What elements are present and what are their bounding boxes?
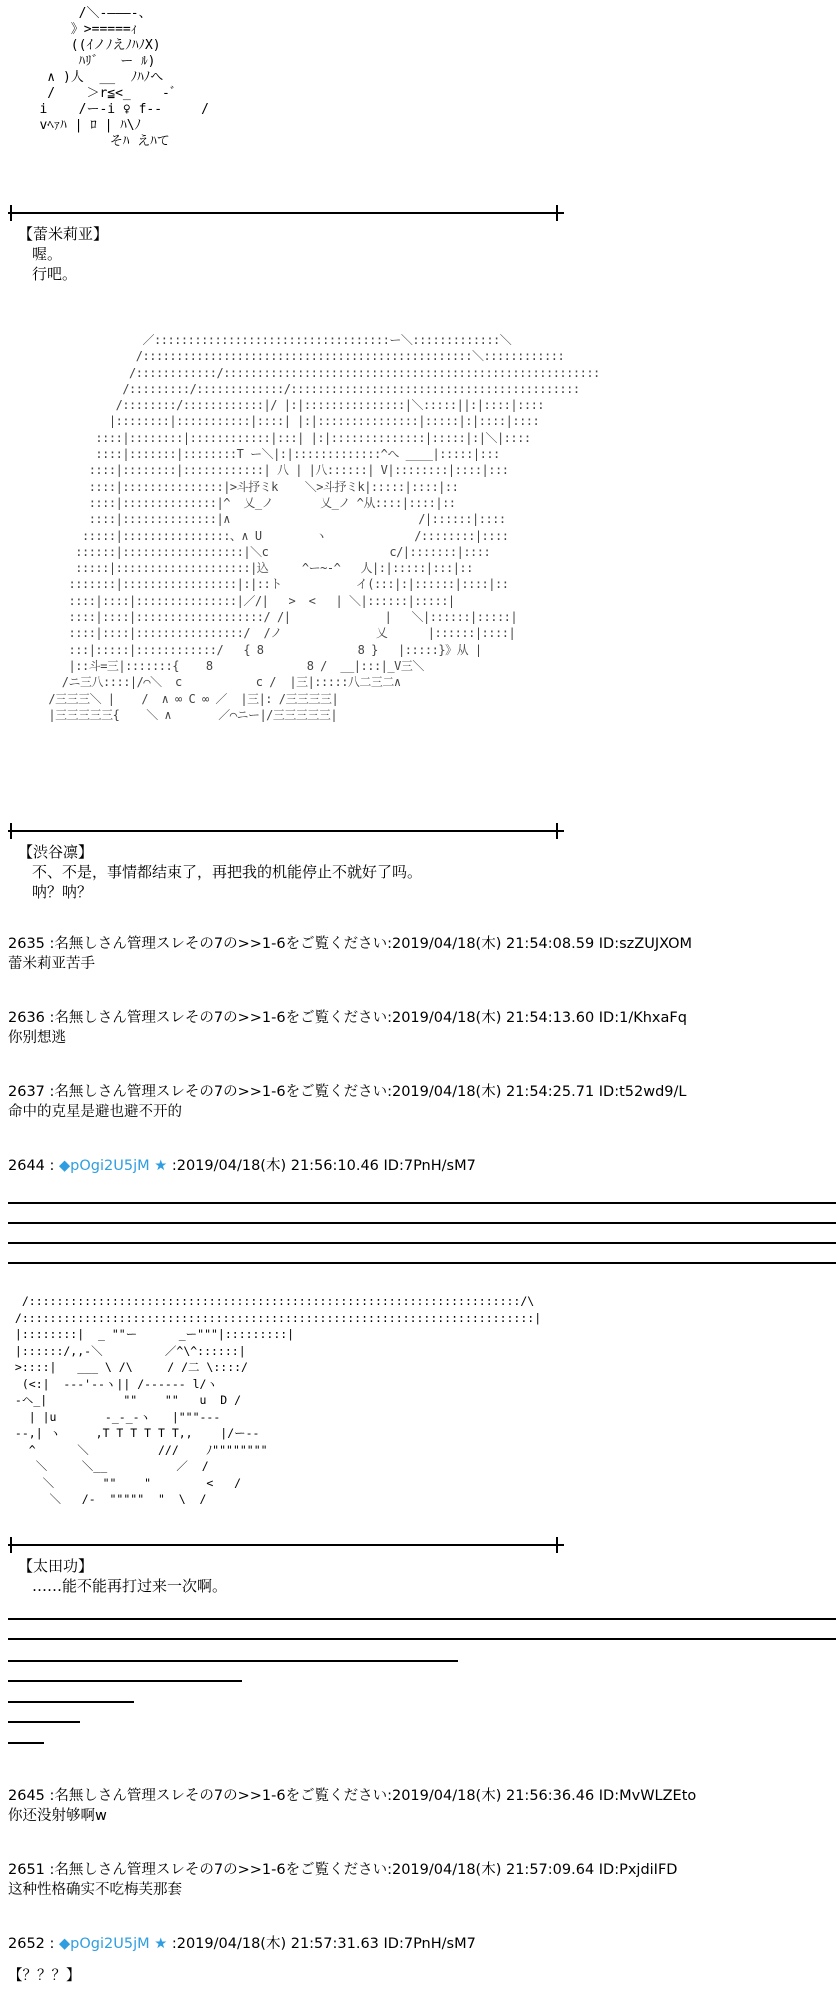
post-meta: :2019/04/18(木) 21:57:31.63 ID:7PnH/sM7 xyxy=(167,1936,476,1952)
post-header: 2636 :名無しさん管理スレその7の>>1-6をご覧ください:2019/04/18(木) 21:54:13.60 ID:1/KhxaFq xyxy=(8,1010,687,1026)
ascii-art-remilia: /＼-―――-、 》>=====ｨ ((ｲノﾉえﾉﾊﾉX) ﾊﾘ゛ ー ﾙ) ∧ )人 __ ﾉﾊﾉへ / ＞r≦<_ -ﾞ i /ー-i ♀ f-- / vﾍｧﾊ | ﾛ | ﾊ\ﾉ そﾊ えﾊて xyxy=(39,6,210,149)
star-icon: ★ xyxy=(149,1936,168,1952)
author-trip-link[interactable]: ◆pOgi2U5jM xyxy=(59,1158,150,1174)
post-number: 2644 : xyxy=(8,1158,60,1174)
divider-cap-left xyxy=(10,823,12,839)
horizontal-rule xyxy=(8,1202,836,1204)
speech-line: 行吧。 xyxy=(32,265,78,283)
post-header: 2637 :名無しさん管理スレその7の>>1-6をご覧ください:2019/04/18(木) 21:54:25.71 ID:t52wd9/L xyxy=(8,1084,687,1100)
post-body: 【？？？】 xyxy=(8,1968,81,1984)
horizontal-rule xyxy=(8,1638,836,1640)
post-body: 命中的克星是避也避不开的 xyxy=(8,1104,182,1120)
speech-remilia xyxy=(18,224,108,284)
speech-line: 喔。 xyxy=(32,245,63,263)
post-header xyxy=(8,1934,476,1954)
post-2652 xyxy=(8,1934,476,1986)
speaker-name: 【渋谷凛】 xyxy=(18,843,94,861)
author-trip-link[interactable]: ◆pOgi2U5jM xyxy=(59,1936,150,1952)
scene-divider xyxy=(8,830,564,832)
scene-divider xyxy=(8,212,564,214)
divider-cap-right xyxy=(556,823,558,839)
divider-cap-right xyxy=(556,1537,558,1553)
post-header: 2635 :名無しさん管理スレその7の>>1-6をご覧ください:2019/04/18(木) 21:54:08.59 ID:szZUJXOM xyxy=(8,936,693,952)
post-header: 2645 :名無しさん管理スレその7の>>1-6をご覧ください:2019/04/18(木) 21:56:36.46 ID:MvWLZEto xyxy=(8,1788,697,1804)
post-header: 2651 :名無しさん管理スレその7の>>1-6をご覧ください:2019/04/18(木) 21:57:09.64 ID:PxjdiIFD xyxy=(8,1862,678,1878)
post-body: 这种性格确实不吃梅芙那套 xyxy=(8,1882,182,1898)
horizontal-rule xyxy=(8,1222,836,1224)
divider-cap-left xyxy=(10,1537,12,1553)
horizontal-rule xyxy=(8,1618,836,1620)
post-body: 蕾米莉亚苦手 xyxy=(8,956,95,972)
horizontal-rule xyxy=(8,1242,836,1244)
speaker-name: 【蕾米莉亚】 xyxy=(18,225,109,243)
post-body: 你别想逃 xyxy=(8,1030,66,1046)
ascii-art-rin: ／:::::::::::::::::::::::::::::::::::ー＼:::::::::::::＼ /:::::::::::::::::::::::::::::::::::::::::::::::::＼:::::::::::: /::::::::::::/:::::::::::::::::::::::::::::::::::::::::::::::::::::::: /:::::::::/:::::::::::::/::::::::::::::::::::::::::::::::::::::::::: /::::::::/::::::::::::|/ |:|:::::::::::::::|＼:::::||:|::::|:::: |::::::::|:::::::::::|::::| |:|:::::::::::::::|:::::|:|::::|:::: ::::|::::::::|::::::::::::|:::| |:|::::::::::::::|:::::|:|＼|:::: ::::|:::::::|::::::::T ー＼|:|:::::::::::::^へ ____|:::::|::: ::::|::::::::|::::::::::::| 八 | |八::::::| V|::::::::|::::|::: ::::|:::::::::::::::|>斗抒ミk ＼>斗抒ミk|:::::|::::|:: ::::|::::::::::::::|^ 乂_ノ 乂_ノ ^从::::|::::|:: ::::|::::::::::::::|∧ /|::::::|:::: :::::|::::::::::::::::、∧ U ヽ /::::::::|:::: ::::::|::::::::::::::::::|＼c c/|:::::::|:::: :::::|::::::::::::::::::::|込 ^ー~-^ 人|:|:::::|:::|:: :::::::|:::::::::::::::::|:|::ト イ(:::|:|::::::|::::|:: ::::|::::|:::::::::::::::|／/| > < | ＼|::::::|:::::| ::::|::::|:::::::::::::::::::/ /| | ＼|::::::|:::::| ::::|::::|::::::::::::::::/ /ノ 乂 |::::::|::::| :::|:::::|::::::::::::/ { 8 8 } |:::::}》从 | |::斗=三|:::::::{ 8 8 / __|:::|_V三＼ /ニ三八::::|/⌒＼ c c / |三|:::::八二三二∧ /三三三＼ | / ∧ ∞ C ∞ ／ |三|: /三三三三| |三三三三三{ ＼ ∧ ／⌒ニー|/三三三三三| xyxy=(48,333,600,722)
post-2635 xyxy=(8,934,692,974)
post-2645 xyxy=(8,1786,696,1826)
divider-cap-left xyxy=(10,205,12,221)
ascii-art-ota: /:::::::::::::::::::::::::::::::::::::::::::::::::::::::::::::::::::::::/\ /::::::::::::::::::::::::::::::::::::::::::::::::::::::::::::::::::::::::::| |::::::::| _ ""ー _ー"""|:::::::::| |::::::/,,-＼ ／^\^::::::| >::::| ___ \ /\ / /二 \::::/ (<:| ---'--ヽ|| /------ l/ヽ -ヘ_| "" "" u D / | |u -_-_-ヽ |"""--- --,| ヽ ,T T T T T T,, |/ー-- ^ ＼ /// ﾉ"""""""" ＼ ＼__ ／ / ＼ "" " < / ＼ /- """"" " \ / xyxy=(14,1294,542,1506)
horizontal-rule xyxy=(8,1742,44,1744)
post-2651 xyxy=(8,1860,677,1900)
horizontal-rule xyxy=(8,1660,458,1662)
post-2636 xyxy=(8,1008,687,1048)
star-icon: ★ xyxy=(149,1158,168,1174)
horizontal-rule xyxy=(8,1680,242,1682)
speech-line: ……能不能再打过来一次啊。 xyxy=(32,1577,228,1595)
speaker-name: 【太田功】 xyxy=(18,1557,94,1575)
divider-cap-right xyxy=(556,205,558,221)
post-2644 xyxy=(8,1156,476,1176)
post-2637 xyxy=(8,1082,687,1122)
horizontal-rule xyxy=(8,1262,836,1264)
scene-divider xyxy=(8,1544,564,1546)
post-body: 你还没射够啊w xyxy=(8,1808,107,1824)
speech-line: 不、不是，事情都结束了，再把我的机能停止不就好了吗。 xyxy=(32,863,423,881)
speech-line: 呐？呐？ xyxy=(32,883,93,901)
post-header xyxy=(8,1156,476,1176)
post-number: 2652 : xyxy=(8,1936,60,1952)
horizontal-rule xyxy=(8,1701,134,1703)
speech-rin xyxy=(18,842,422,902)
speech-ota xyxy=(18,1556,227,1596)
horizontal-rule xyxy=(8,1721,80,1723)
post-meta: :2019/04/18(木) 21:56:10.46 ID:7PnH/sM7 xyxy=(167,1158,476,1174)
